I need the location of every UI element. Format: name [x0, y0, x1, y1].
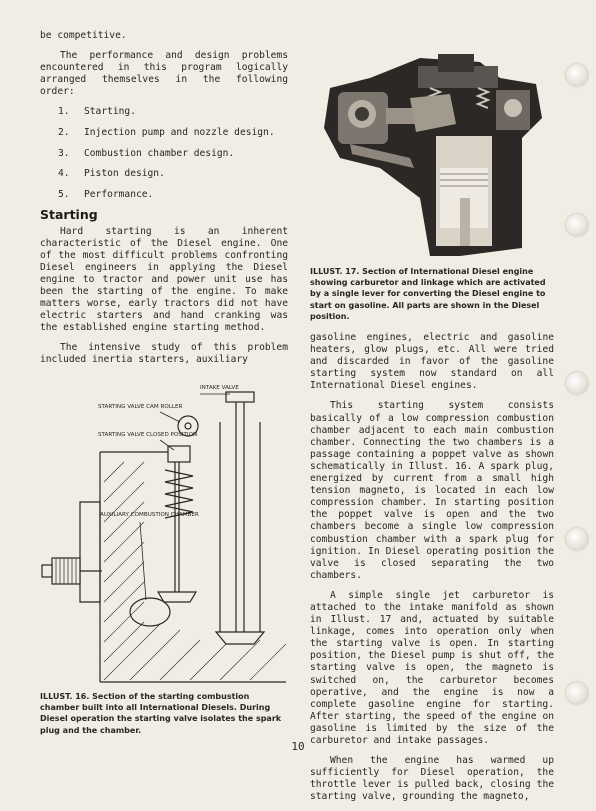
label-intake-valve: INTAKE VALVE [200, 385, 239, 391]
page-number: 10 [291, 740, 305, 753]
label-aux-chamber: AUXILIARY COMBUSTION CHAMBER [100, 512, 199, 518]
starting-chamber-illustration [40, 382, 286, 684]
list-item: 3. Combustion chamber design. [58, 147, 235, 159]
paragraph: Hard starting is an inherent characteristic of the Diesel engine. One of the most difficult problems confronting Diesel engineers in applying the Diesel engine to tractor and power unit use has been the starting of the engine. To make matters worse, early tractors did not have electric starters and hand cranking was the established engine starting method. [40, 225, 288, 334]
list-item: 4. Piston design. [58, 168, 165, 180]
intro-text: be competitive. [40, 30, 127, 41]
problem-list [40, 106, 288, 200]
binder-hole [566, 64, 588, 86]
label-closed-position: STARTING VALVE CLOSED POSITION [98, 432, 198, 438]
paragraph: A simple single jet carburetor is attached to the intake manifold as shown in Illust. 17 and, actuated by suitable linkage, comes into operation only when the starting valve is open. In starting position, the Diesel pump is shut off, the starting valve is open, the magneto is switched on, the carburetor becomes operative, and the engine is now a complete gasoline engine for starting. After starting, the speed of the engine on gasoline is limited by the size of the carburetor and intake passages. [310, 589, 554, 746]
left-column [40, 30, 288, 375]
list-item: 1. Starting. [58, 106, 136, 118]
binder-hole [566, 214, 588, 236]
binder-hole [566, 528, 588, 550]
list-item: 2. Injection pump and nozzle design. [58, 127, 275, 139]
engine-section-illustration [310, 48, 556, 260]
illustration-caption: ILLUST. 16. Section of the starting combustion chamber built into all International Diesels. During Diesel operation the starting valve isolates the spark plug and the chamber. [40, 692, 282, 735]
paragraph: This starting system consists basically of a low compression combustion chamber adjacent to each main combustion chamber. Connecting the two chambers is a passage containing a poppet valve as shown schematically in Illust. 16. A spark plug, energized by current from a small high tension magneto, is located in each low compression chamber. In starting position the poppet valve is open and the two chambers become a single low compression combustion chamber with a spark plug for ignition. In Diesel operating position the valve is closed separating the two chambers. [310, 400, 554, 581]
binder-hole [566, 682, 588, 704]
paragraph: The intensive study of this problem included inertia starters, auxiliary [40, 342, 288, 366]
illustration-caption: ILLUST. 17. Section of International Diesel engine showing carburetor and linkage which are activated by a single lever for converting the Diesel engine to start on gasoline. All parts are shown in the Diesel position. [310, 267, 546, 321]
section-heading: Starting [40, 207, 98, 223]
paragraph: gasoline engines, electric and gasoline heaters, glow plugs, etc. All were tried and discarded in favor of the gasoline starting system now standard on all International Diesel engines. [310, 332, 554, 392]
list-item: 5. Performance. [58, 188, 154, 200]
paragraph: The performance and design problems encountered in this program logically arranged themselves in the following order: [40, 50, 288, 98]
paragraph: When the engine has warmed up sufficiently for Diesel operation, the throttle lever is pulled back, closing the starting valve, grounding the magneto, [310, 755, 554, 803]
binder-hole [566, 372, 588, 394]
label-cam-roller: STARTING VALVE CAM ROLLER [98, 404, 183, 410]
